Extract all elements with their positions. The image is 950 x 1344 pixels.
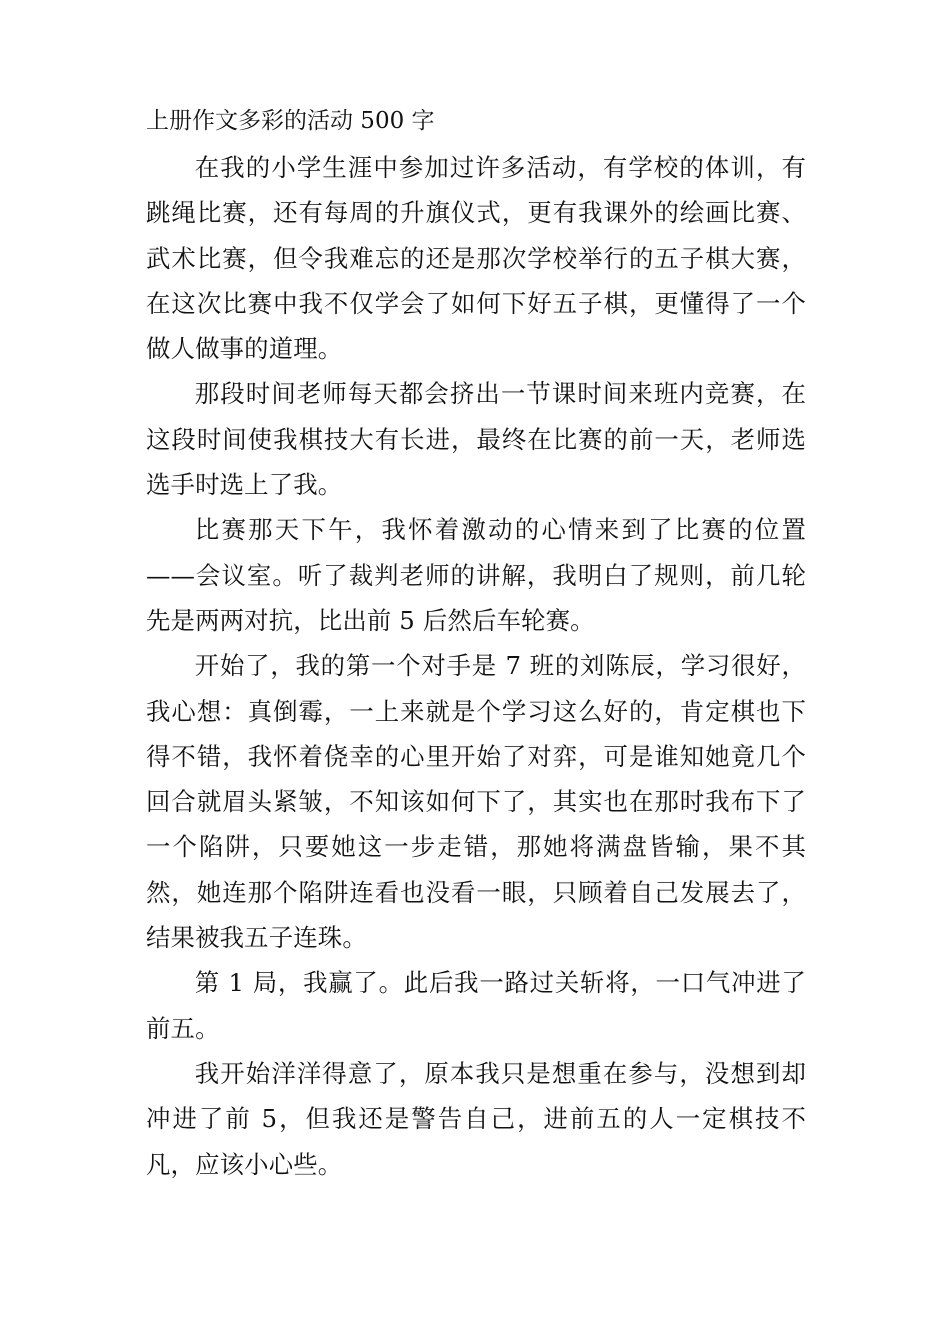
paragraph-1: 在我的小学生涯中参加过许多活动，有学校的体训，有跳绳比赛，还有每周的升旗仪式，更有我课外的绘画比赛、武术比赛，但令我难忘的还是那次学校举行的五子棋大赛，在这次比赛中我不仅学会了如何下好五子棋，更懂得了一个做人做事的道理。 bbox=[146, 153, 806, 364]
paragraph-4: 开始了，我的第一个对手是 7 班的刘陈辰，学习很好，我心想：真倒霉，一上来就是个学习这么好的，肯定棋也下得不错，我怀着侥幸的心里开始了对弈，可是谁知她竟几个回合就眉头紧皱，不知该如何下了，其实也在那时我布下了一个陷阱，只要她这一步走错，那她将满盘皆输，果不其然，她连那个陷阱连看也没看一眼，只顾着自己发展去了，结果被我五子连珠。 bbox=[146, 651, 806, 953]
paragraph-5: 第 1 局，我赢了。此后我一路过关斩将，一口气冲进了前五。 bbox=[146, 968, 806, 1043]
paragraph-2: 那段时间老师每天都会挤出一节课时间来班内竞赛，在这段时间使我棋技大有长进，最终在比赛的前一天，老师选选手时选上了我。 bbox=[146, 379, 806, 500]
paragraph-6: 我开始洋洋得意了，原本我只是想重在参与，没想到却冲进了前 5，但我还是警告自己，进前五的人一定棋技不凡，应该小心些。 bbox=[146, 1058, 806, 1179]
document-title: 上册作文多彩的活动 500 字 bbox=[146, 108, 435, 134]
paragraph-3: 比赛那天下午，我怀着激动的心情来到了比赛的位置——会议室。听了裁判老师的讲解，我明白了规则，前几轮先是两两对抗，比出前 5 后然后车轮赛。 bbox=[146, 515, 806, 635]
document-body bbox=[146, 145, 806, 1187]
